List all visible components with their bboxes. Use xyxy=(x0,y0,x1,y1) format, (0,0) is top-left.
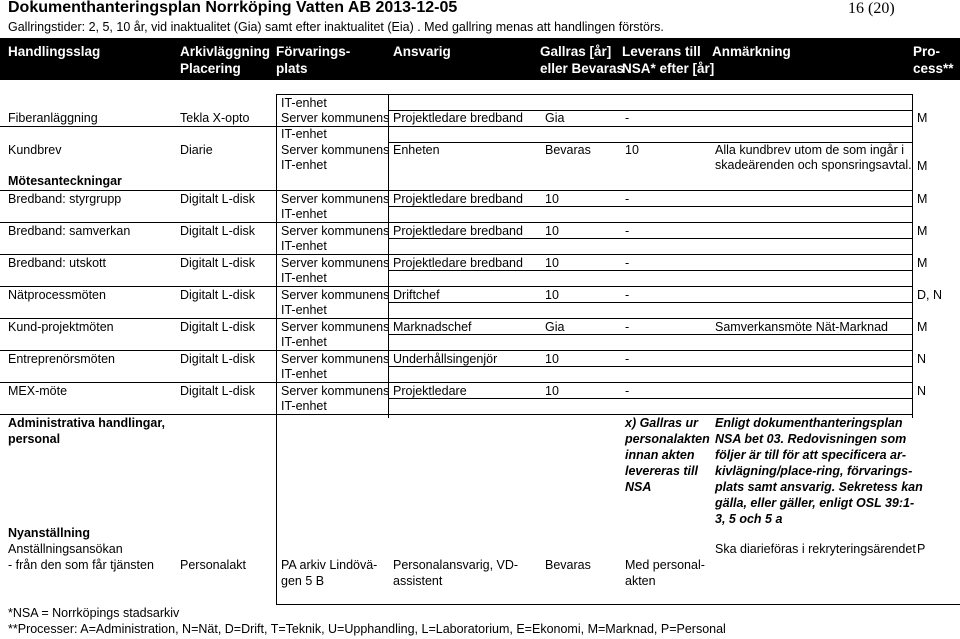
archive-cell: Digitalt L-disk xyxy=(180,320,256,334)
section-heading-admin: Administrativa handlingar, personal xyxy=(8,416,165,446)
remark-cell: skadeärenden och sponsringsavtal. xyxy=(715,158,912,172)
process-cell: M xyxy=(917,192,928,206)
storage-cell: IT-enhet xyxy=(281,158,327,172)
archive-cell: Digitalt L-disk xyxy=(180,192,256,206)
storage-cell: Server kommunens xyxy=(281,111,390,125)
storage-cell: IT-enhet xyxy=(281,207,327,221)
section-heading: Mötesanteckningar xyxy=(8,174,122,188)
process-cell: M xyxy=(917,320,928,334)
archive-cell: Digitalt L-disk xyxy=(180,384,256,398)
archive-cell: Digitalt L-disk xyxy=(180,224,256,238)
storage-cell: Server kommunens xyxy=(281,143,390,157)
process-cell: M xyxy=(917,159,928,173)
header-forvaringsplats: Förvarings- plats xyxy=(276,44,351,76)
delivery-cell: - xyxy=(625,256,630,270)
responsible-cell: Marknadschef xyxy=(393,320,472,334)
page-number: 16 (20) xyxy=(848,0,895,17)
storage-cell: Server kommunens xyxy=(281,256,390,270)
retention-cell: 10 xyxy=(545,224,559,238)
delivery-cell: 10 xyxy=(625,143,639,157)
grid-line xyxy=(276,94,277,418)
responsible-cell: Enheten xyxy=(393,143,440,157)
process-cell: D, N xyxy=(917,288,942,302)
table-header xyxy=(0,38,960,80)
delivery-cell: - xyxy=(625,288,630,302)
process-cell: P xyxy=(917,542,926,556)
document-type-cell: Nätprocessmöten xyxy=(8,288,106,302)
storage-cell: IT-enhet xyxy=(281,96,327,110)
process-cell: M xyxy=(917,111,928,125)
retention-cell: Bevaras xyxy=(545,143,591,157)
storage-cell: IT-enhet xyxy=(281,367,327,381)
responsible-cell: Projektledare bredband xyxy=(393,192,523,206)
grid-line xyxy=(276,418,277,604)
responsible-cell: Projektledare xyxy=(393,384,467,398)
archive-cell: Digitalt L-disk xyxy=(180,288,256,302)
header-anmarkning: Anmärkning xyxy=(712,44,791,59)
responsible-cell: Driftchef xyxy=(393,288,440,302)
delivery-cell: - xyxy=(625,111,630,125)
storage-cell: IT-enhet xyxy=(281,271,327,285)
remark-note: Enligt dokumenthanteringsplan NSA bet 03. Redovisningen som följer är till för att specificera ar- kivlägning/place-ring, förvarings- plats samt ansvarig. Sekretess kan gälla, eller gäller, enligt OSL 39:1- 3, 5 och 5 a xyxy=(715,416,923,526)
storage-cell: Server kommunens xyxy=(281,320,390,334)
section-heading-nyanstallning: Nyanställning xyxy=(8,526,90,540)
delivery-cell: - xyxy=(625,352,630,366)
document-type-cell: Bredband: utskott xyxy=(8,256,106,270)
document-type-cell: Entreprenörsmöten xyxy=(8,352,116,366)
archive-cell: Diarie xyxy=(180,143,213,157)
storage-cell: IT-enhet xyxy=(281,335,327,349)
retention-cell: 10 xyxy=(545,288,559,302)
header-process: Pro- cess** xyxy=(913,44,954,76)
header-handlingsslag: Handlingsslag xyxy=(8,44,101,59)
document-type-cell: Bredband: styrgrupp xyxy=(8,192,122,206)
document-title: Dokumenthanteringsplan Norrköping Vatten AB 2013-12-05 xyxy=(8,0,458,16)
remark-cell: Ska diarieföras i rekryteringsärendet xyxy=(715,542,916,556)
storage-cell: IT-enhet xyxy=(281,303,327,317)
delivery-cell: - xyxy=(625,320,630,334)
document-type-cell: Anställningsansökan - från den som får tjänsten xyxy=(8,542,154,572)
responsible-cell: Projektledare bredband xyxy=(393,256,523,270)
retention-note: Gallringstider: 2, 5, 10 år, vid inaktualitet (Gia) samt efter inaktualitet (Eia) . Med gallring menas att handlingen förstörs. xyxy=(8,20,664,34)
storage-cell: Server kommunens xyxy=(281,224,390,238)
header-arkivlaggning: Arkivläggning Placering xyxy=(180,44,271,76)
responsible-cell: Projektledare bredband xyxy=(393,111,523,125)
archive-cell: Tekla X-opto xyxy=(180,111,250,125)
storage-cell: Server kommunens xyxy=(281,192,390,206)
delivery-note: x) Gallras ur personalakten innan akten levereras till NSA xyxy=(625,416,710,494)
storage-cell: IT-enhet xyxy=(281,239,327,253)
document-type-cell: MEX-möte xyxy=(8,384,68,398)
delivery-cell: Med personal- akten xyxy=(625,558,705,588)
archive-cell: Digitalt L-disk xyxy=(180,256,256,270)
process-cell: N xyxy=(917,352,927,366)
header-ansvarig: Ansvarig xyxy=(393,44,451,59)
document-type-cell: Fiberanläggning xyxy=(8,111,98,125)
archive-cell: Digitalt L-disk xyxy=(180,352,256,366)
footnote-nsa: *NSA = Norrköpings stadsarkiv xyxy=(8,606,180,620)
responsible-cell: Personalansvarig, VD- assistent xyxy=(393,558,519,588)
document-type-cell: Kundbrev xyxy=(8,143,62,157)
retention-cell: Gia xyxy=(545,320,565,334)
process-cell: M xyxy=(917,224,928,238)
responsible-cell: Underhållsingenjör xyxy=(393,352,498,366)
grid-line xyxy=(0,286,913,287)
delivery-cell: - xyxy=(625,192,630,206)
header-leverans: Leverans till NSA* efter [år] xyxy=(622,44,715,76)
header-gallras: Gallras [år] eller Bevaras xyxy=(540,44,625,76)
process-cell: M xyxy=(917,256,928,270)
grid-line xyxy=(0,126,913,127)
responsible-cell: Projektledare bredband xyxy=(393,224,523,238)
storage-cell: PA arkiv Lindövä- gen 5 B xyxy=(281,558,378,588)
storage-cell: Server kommunens xyxy=(281,288,390,302)
retention-cell: Bevaras xyxy=(545,558,591,572)
footnote-processer: **Processer: A=Administration, N=Nät, D=Drift, T=Teknik, U=Upphandling, L=Laboratorium, E=Ekonomi, M=Marknad, P=Personal xyxy=(8,622,726,636)
retention-cell: 10 xyxy=(545,384,559,398)
document-type-cell: Kund-projektmöten xyxy=(8,320,114,334)
grid-line xyxy=(388,398,913,399)
storage-cell: IT-enhet xyxy=(281,399,327,413)
retention-cell: Gia xyxy=(545,111,565,125)
retention-cell: 10 xyxy=(545,256,559,270)
process-cell: N xyxy=(917,384,927,398)
grid-line xyxy=(276,94,913,95)
retention-cell: 10 xyxy=(545,192,559,206)
storage-cell: Server kommunens xyxy=(281,352,390,366)
grid-line xyxy=(276,604,960,605)
grid-line xyxy=(388,302,913,303)
storage-cell: Server kommunens xyxy=(281,384,390,398)
retention-cell: 10 xyxy=(545,352,559,366)
remark-cell: Samverkansmöte Nät-Marknad xyxy=(715,320,888,334)
delivery-cell: - xyxy=(625,224,630,238)
document-type-cell: Bredband: samverkan xyxy=(8,224,131,238)
delivery-cell: - xyxy=(625,384,630,398)
remark-cell: Alla kundbrev utom de som ingår i xyxy=(715,143,904,157)
archive-cell: Personalakt xyxy=(180,558,247,572)
storage-cell: IT-enhet xyxy=(281,127,327,141)
